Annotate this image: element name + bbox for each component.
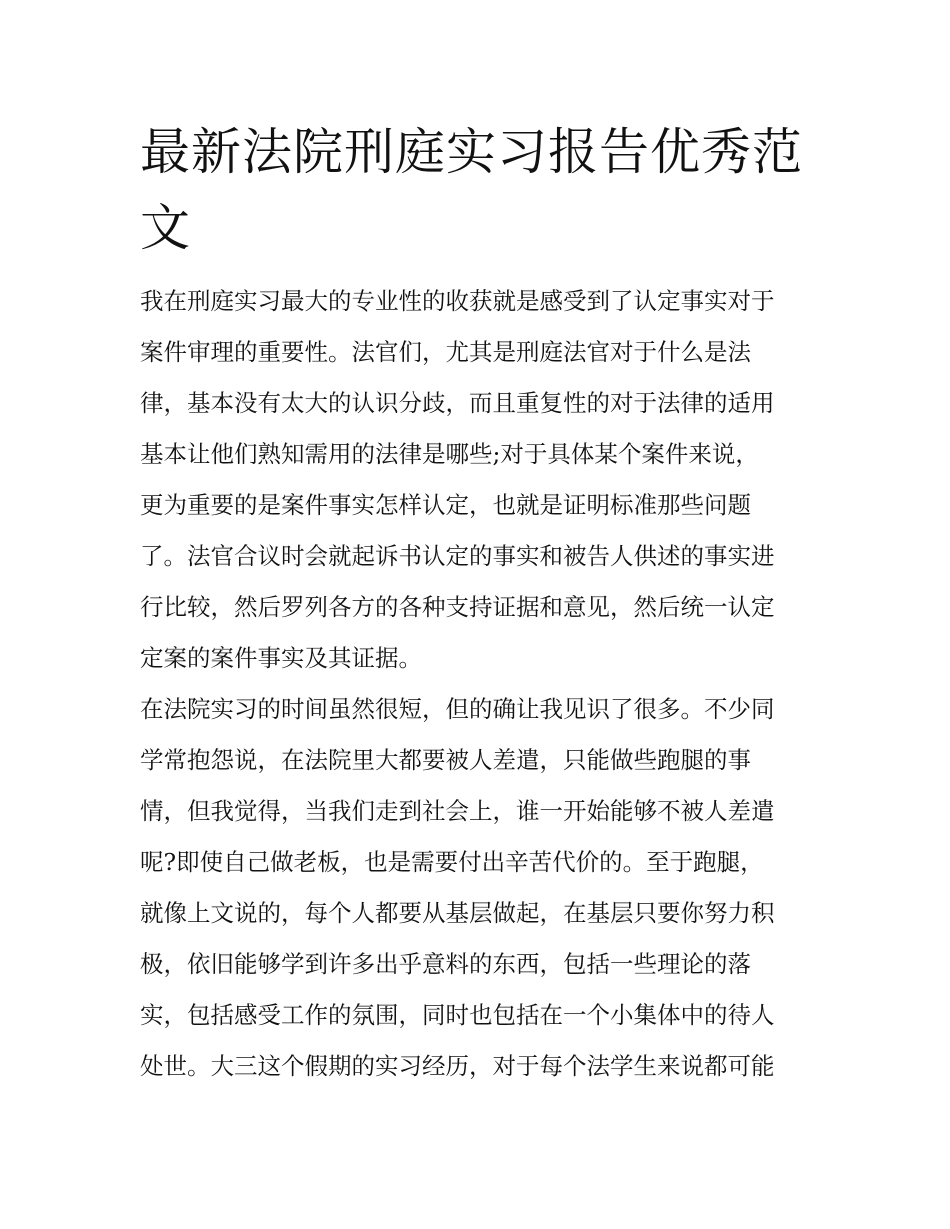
text-line: 就像上文说的，每个人都要从基层做起，在基层只要你努力积 <box>140 899 775 927</box>
text-line: 律，基本没有太大的认识分歧，而且重复性的对于法律的适用 <box>140 389 775 417</box>
text-line: 处世。大三这个假期的实习经历，对于每个法学生来说都可能 <box>140 1052 775 1080</box>
paragraph-1 <box>140 280 820 688</box>
title-line: 文 <box>140 199 191 257</box>
text-line: 实，包括感受工作的氛围，同时也包括在一个小集体中的待人 <box>140 1001 775 1029</box>
document-title <box>140 114 820 266</box>
text-line: 定案的案件事实及其证据。 <box>140 644 422 672</box>
title-line: 最新法院刑庭实习报告优秀范 <box>140 123 803 181</box>
text-line: 呢?即使自己做老板，也是需要付出辛苦代价的。至于跑腿， <box>140 848 764 876</box>
text-line: 在法院实习的时间虽然很短，但的确让我见识了很多。不少同 <box>140 695 775 723</box>
text-line: 了。法官合议时会就起诉书认定的事实和被告人供述的事实进 <box>140 542 775 570</box>
text-line: 情，但我觉得，当我们走到社会上，谁一开始能够不被人差遣 <box>140 797 775 825</box>
text-line: 我在刑庭实习最大的专业性的收获就是感受到了认定事实对于 <box>140 287 775 315</box>
document-body <box>140 280 820 1096</box>
text-line: 基本让他们熟知需用的法律是哪些;对于具体某个案件来说， <box>140 440 759 468</box>
text-line: 更为重要的是案件事实怎样认定，也就是证明标准那些问题 <box>140 491 751 519</box>
text-line: 极，依旧能够学到许多出乎意料的东西，包括一些理论的落 <box>140 950 751 978</box>
text-line: 案件审理的重要性。法官们，尤其是刑庭法官对于什么是法 <box>140 338 751 366</box>
text-line: 行比较，然后罗列各方的各种支持证据和意见，然后统一认定 <box>140 593 775 621</box>
paragraph-2 <box>140 688 820 1096</box>
text-line: 学常抱怨说，在法院里大都要被人差遣，只能做些跑腿的事 <box>140 746 751 774</box>
